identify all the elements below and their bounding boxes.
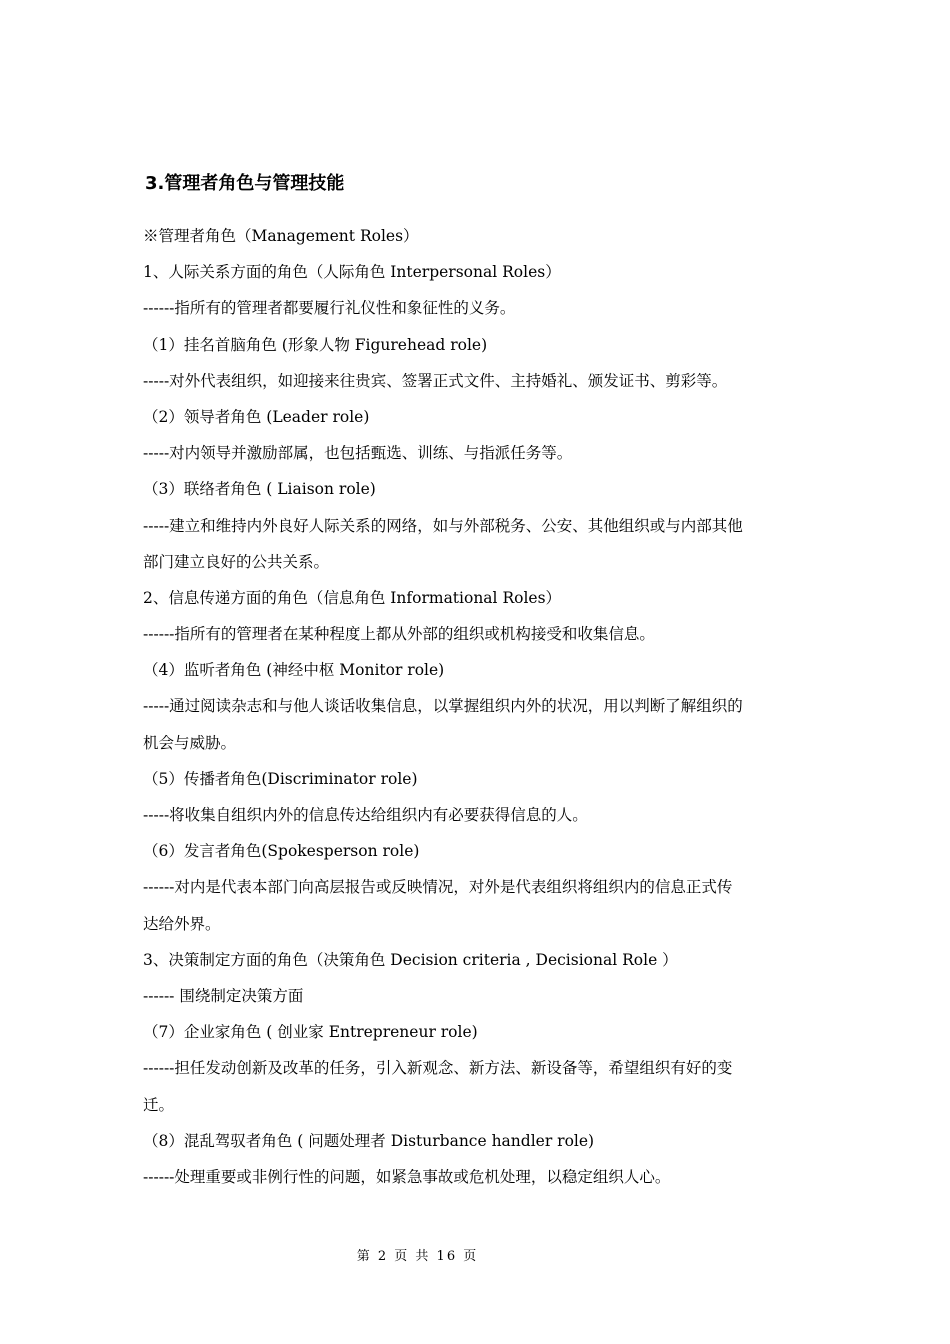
text-line: （7）企业家角色 ( 创业家 Entrepreneur role) [143,1023,478,1042]
text-line: -----对内领导并激励部属，也包括甄选、训练、与指派任务等。 [143,444,573,463]
text-line: ------处理重要或非例行性的问题，如紧急事故或危机处理，以稳定组织人心。 [143,1167,671,1186]
text-line: （4）监听者角色 (神经中枢 Monitor role) [143,661,445,680]
text-line: ※管理者角色（Management Roles） [143,227,419,245]
text-line: -----将收集自组织内外的信息传达给组织内有必要获得信息的人。 [143,806,588,824]
text-line: （8）混乱驾驭者角色 ( 问题处理者 Disturbance handler role) [143,1131,595,1150]
text-line: 3、决策制定方面的角色（决策角色 Decision criteria , Decisional Role ） [143,950,678,969]
text-line: （3）联络者角色 ( Liaison role) [143,480,376,499]
text-line: 1、人际关系方面的角色（人际角色 Interpersonal Roles） [143,263,561,282]
document-body [143,218,811,1195]
section-heading: 3.管理者角色与管理技能 [145,173,345,194]
text-line: （5）传播者角色(Discriminator role) [143,769,418,788]
text-line: ------ 围绕制定决策方面 [143,986,304,1005]
text-line: -----建立和维持内外良好人际关系的网络，如与外部税务、公安、其他组织或与内部其他 [143,516,743,535]
text-line: （6）发言者角色(Spokesperson role) [143,842,420,861]
text-line: （1）挂名首脑角色 (形象人物 Figurehead role) [143,335,488,354]
text-line: ------指所有的管理者都要履行礼仪性和象征性的义务。 [143,299,516,318]
text-line: -----通过阅读杂志和与他人谈话收集信息，以掌握组织内外的状况，用以判断了解组织的 [143,697,743,716]
text-line: 2、信息传递方面的角色（信息角色 Informational Roles） [143,588,562,607]
text-line: ------对内是代表本部门向高层报告或反映情况，对外是代表组织将组织内的信息正式传 [143,878,733,897]
text-line: 达给外界。 [143,914,221,933]
text-line: ------指所有的管理者在某种程度上都从外部的组织或机构接受和收集信息。 [143,625,655,644]
text-line: -----对外代表组织，如迎接来往贵宾、签署正式文件、主持婚礼、颁发证书、剪彩等。 [143,371,728,390]
text-line: （2）领导者角色 (Leader role) [143,407,370,426]
text-line: 迁。 [143,1095,175,1114]
text-line: 部门建立良好的公共关系。 [143,552,330,571]
text-line: ------担任发动创新及改革的任务，引入新观念、新方法、新设备等，希望组织有好的变 [143,1059,733,1078]
page-number-footer: 第 2 页 共 16 页 [356,1249,479,1264]
text-line: 机会与威胁。 [143,733,237,752]
